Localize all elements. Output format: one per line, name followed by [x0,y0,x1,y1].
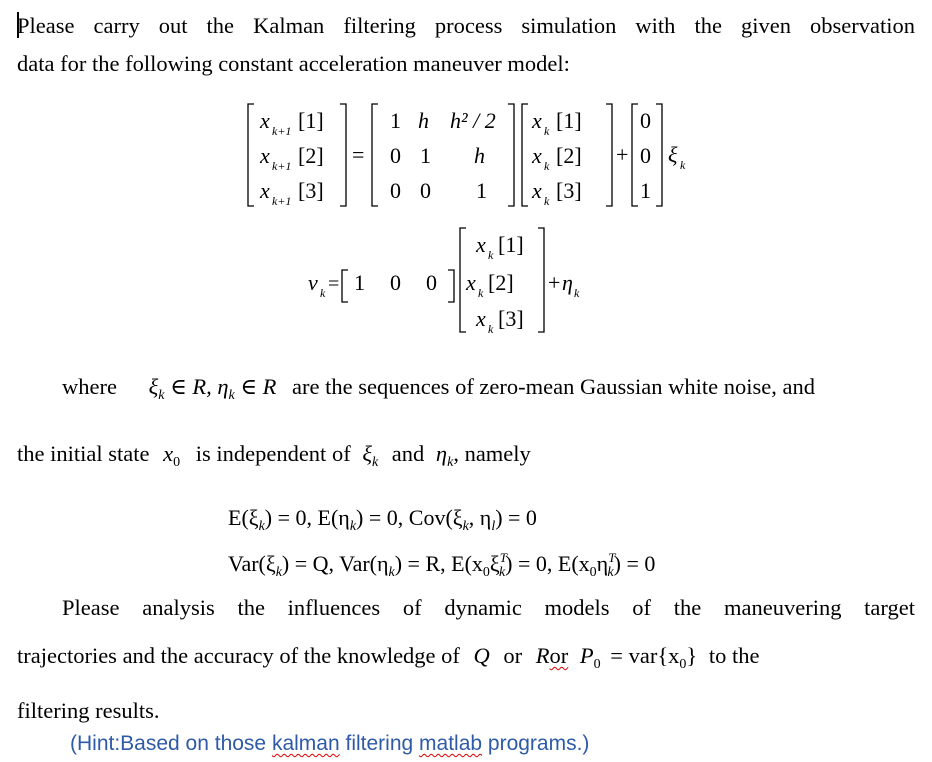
gamma-1: 0 [640,108,651,133]
observation-equation [300,222,620,338]
obs-x-1-sub: k [488,248,494,262]
eta-k-2-sub: k [447,455,454,470]
obs-x-1-symbol: x [476,232,486,257]
p4-lead: trajectories and the accuracy of the knowledge of [17,643,460,668]
c2-sub-k4: k [607,565,614,580]
c2-a: Var(ξ [228,551,276,576]
xi-symbol: ξ [668,142,678,167]
x-next-1-symbol: x [260,108,270,133]
paragraph-4-line-1: Please analysis the influences of dynamic models of the maneuvering target [62,595,915,620]
p0-symbol: P [579,643,594,668]
c2-sub-k2: k [388,565,395,580]
paragraph-1-line-2: data for the following constant acceleration maneuver model: [17,51,570,76]
q-symbol: Q [473,643,490,668]
xi-k-2-sub: k [371,455,379,470]
obs-x-3-sub: k [488,322,494,336]
obs-x-2-sub: k [478,286,484,300]
x-k-3-index: [3] [556,178,582,203]
paragraph-4-line-2 [17,642,915,679]
hint-text [70,732,589,756]
p4-tail: to the [708,643,760,668]
x-k-2-index: [2] [556,143,582,168]
paragraph-2 [62,373,915,410]
x-k-2-sub: k [544,159,550,173]
x-next-3-index: [3] [298,178,324,203]
xi-k: ξ [148,374,159,399]
state-equation [240,98,700,212]
eta-k: η [217,374,229,399]
obs-x-3-index: [3] [498,306,524,331]
c2-c: ) = R, E(x [394,551,483,576]
eta-k-2: η [435,441,448,466]
var-x-sub: 0 [679,657,687,672]
c1-d: , η [468,505,492,530]
namely: , namely [453,441,531,466]
x-k-3-sub: k [544,194,550,208]
obs-plus: + [548,270,561,295]
paragraph-1-line-1: Please carry out the Kalman filtering process simulation with the given observation [17,13,915,38]
r-symbol: R [535,643,550,668]
phi-33: 1 [476,178,487,203]
v-sub: k [320,286,326,300]
c1-b: ) = 0, E(η [264,505,350,530]
x-k-3-symbol: x [532,178,542,203]
c1-sub-k3: k [462,519,469,534]
hint-kalman: kalman [271,732,340,755]
c2-g: ) = 0 [613,551,656,576]
h-1: 1 [354,270,365,295]
h-2: 0 [390,270,401,295]
paragraph-4-line-3: filtering results. [17,698,160,723]
var-close: } [686,643,698,668]
gamma-3: 1 [640,178,651,203]
phi-21: 0 [390,143,401,168]
gamma-2: 0 [640,143,651,168]
v-symbol: v [308,270,318,295]
state-plus: + [616,142,629,167]
state-equals: = [352,142,365,167]
eta-symbol: η [562,270,573,295]
xi-sub: k [680,158,686,172]
x-next-2-symbol: x [260,143,270,168]
xi-k-2: ξ [362,441,372,466]
phi-13: h² / 2 [450,108,496,133]
conditions-line-2 [228,545,655,586]
x-k-1-sub: k [544,124,550,138]
c1-sub-k2: k [349,519,357,534]
x-next-2-sub: k+1 [272,159,292,173]
c2-sub-0b: 0 [589,565,597,580]
phi-22: 1 [420,143,431,168]
c2-b: ) = Q, Var(η [281,551,389,576]
phi-32: 0 [420,178,431,203]
c2-sub-k1: k [275,565,282,580]
obs-x-2-symbol: x [466,270,476,295]
c2-sup-t1: T [499,550,507,565]
c2-e: ) = 0, E(x [505,551,590,576]
c1-e: ) = 0 [495,505,537,530]
conditions-line-1 [228,505,537,540]
x-k-1-symbol: x [532,108,542,133]
c2-sup-t2: T [608,550,616,565]
x-next-3-symbol: x [260,178,270,203]
obs-x-3-symbol: x [476,306,486,331]
var-x: = var{x [610,643,680,668]
x-next-1-index: [1] [298,108,324,133]
xi-k-sub: k [158,388,165,403]
c1-a: E(ξ [228,505,259,530]
eta-sub: k [574,286,580,300]
obs-x-2-index: [2] [488,270,514,295]
or-word-2: or [549,643,569,668]
x-next-3-sub: k+1 [272,194,292,208]
hint-part-3: programs.) [482,732,590,755]
h-3: 0 [426,270,437,295]
c1-c: ) = 0, Cov(ξ [356,505,463,530]
p0-sub: 0 [593,657,601,672]
in-r-1: ∈ R, [164,374,218,399]
c1-sub-l: l [491,519,496,534]
c2-f: η [596,551,609,576]
x-k-2-symbol: x [532,143,542,168]
hint-matlab: matlab [419,732,483,755]
where-word: where [62,374,117,399]
initial-state-lead: the initial state [17,441,150,466]
phi-11: 1 [390,108,401,133]
and-word: and [391,441,425,466]
c2-sub-0a: 0 [482,565,490,580]
phi-23: h [474,143,485,168]
x0: x [163,441,174,466]
phi-12: h [418,108,429,133]
obs-equals: = [328,273,340,295]
or-word-1: or [503,643,523,668]
paragraph-3 [17,440,915,477]
in-r-2: ∈ R [234,374,277,399]
c1-sub-k1: k [258,519,265,534]
eta-k-sub: k [228,388,235,403]
x-next-1-sub: k+1 [272,124,292,138]
x-next-2-index: [2] [298,143,324,168]
phi-31: 0 [390,178,401,203]
c2-sub-k3: k [498,565,506,580]
c2-d: ξ [489,551,500,576]
hint-part-1: (Hint:Based on those [70,732,272,755]
x0-sub: 0 [173,455,181,470]
obs-x-1-index: [1] [498,232,524,257]
hint-part-2: filtering [339,732,420,755]
x-k-1-index: [1] [556,108,582,133]
independent-of: is independent of [195,441,351,466]
where-tail: are the sequences of zero-mean Gaussian white noise, and [292,374,815,399]
